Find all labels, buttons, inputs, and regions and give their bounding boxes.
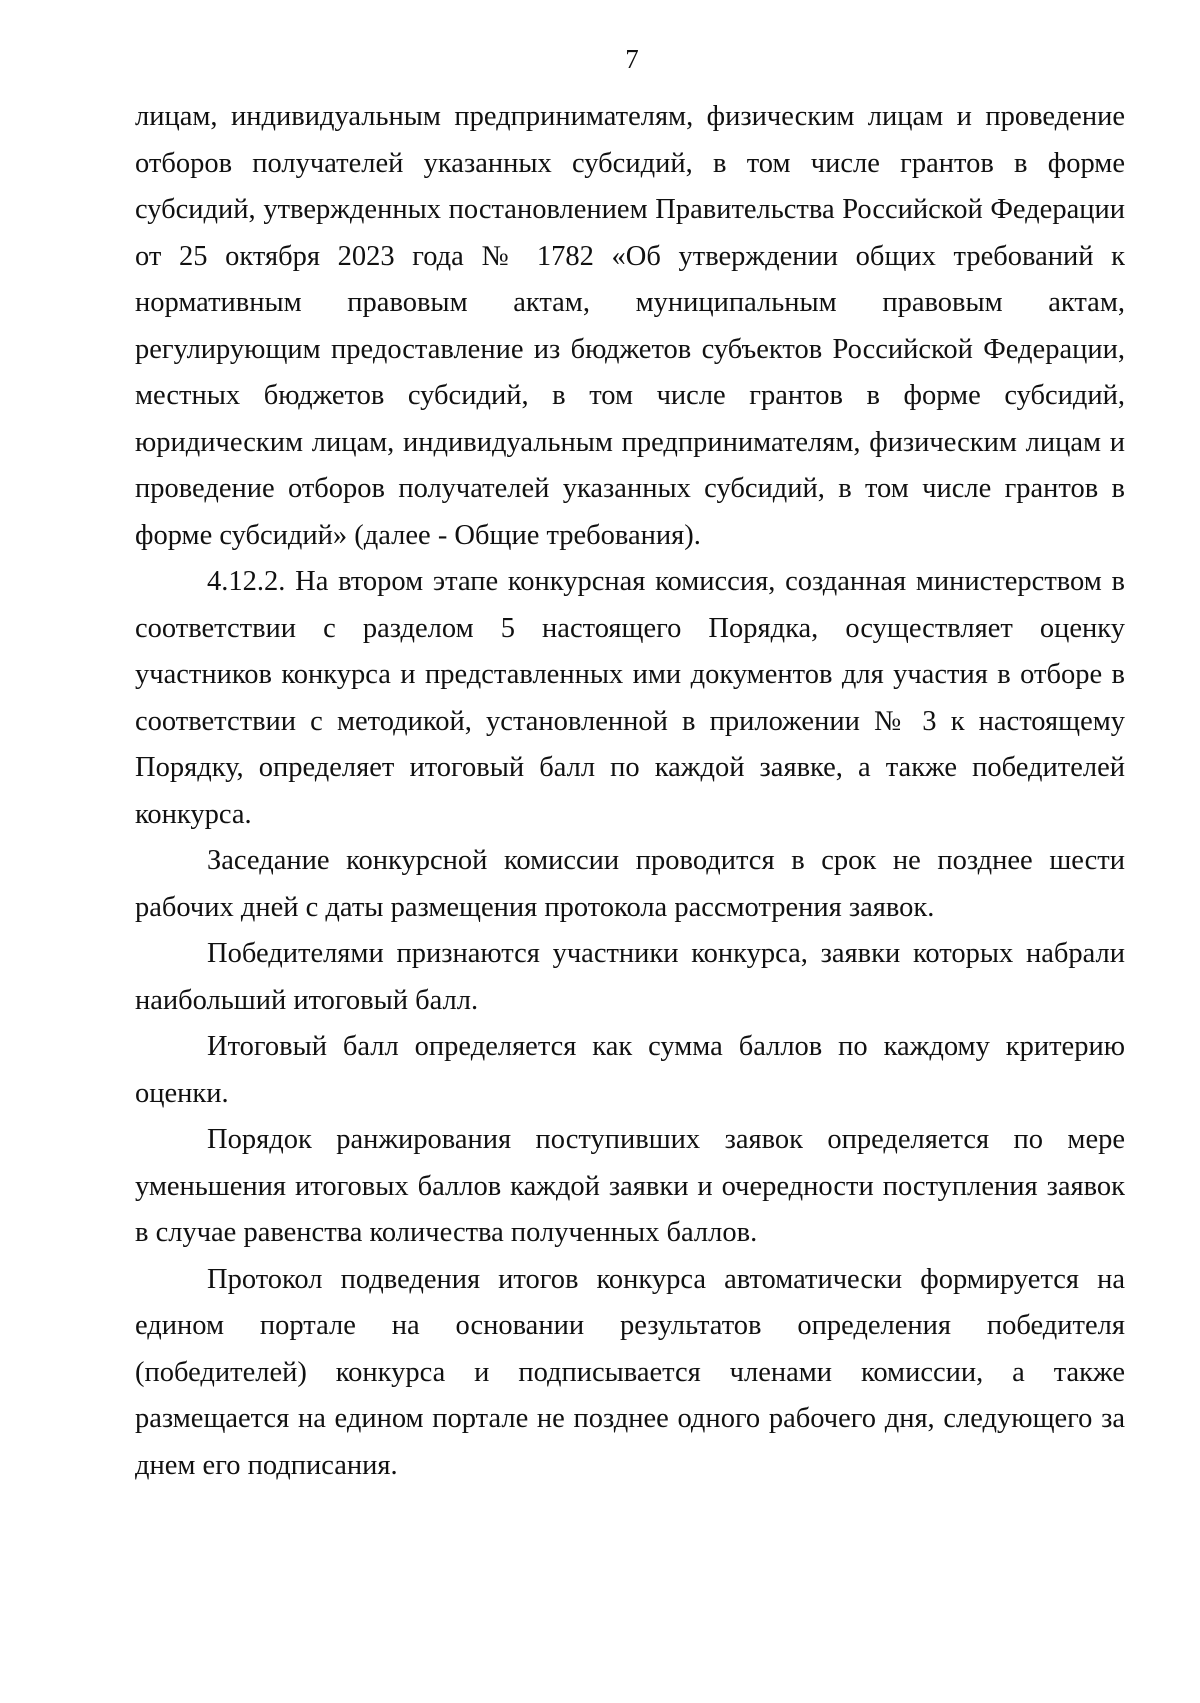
paragraph-4-12-2: 4.12.2. На втором этапе конкурсная комиссия, созданная министерством в соответствии с разделом 5 настоящего Порядка, осуществляет оценку участников конкурса и представленных ими документов для участия в отборе в соответствии с методикой, установленной в приложении № 3 к настоящему Порядку, определяет итоговый балл по каждой заявке, а также победителей конкурса. [135, 566, 1125, 830]
paragraph-protocol: Протокол подведения итогов конкурса автоматически формируется на едином портале на основании результатов определения победителя (победителей) конкурса и подписывается членами комиссии, а также размещается на едином портале не позднее одного рабочего дня, следующего за днем его подписания. [135, 1263, 1125, 1481]
paragraph-commission-meeting: Заседание конкурсной комиссии проводится в срок не позднее шести рабочих дней с даты размещения протокола рассмотрения заявок. [135, 845, 1125, 923]
paragraph-total-score: Итоговый балл определяется как сумма баллов по каждому критерию оценки. [135, 1031, 1125, 1109]
paragraph-winners: Победителями признаются участники конкурса, заявки которых набрали наибольший итоговый балл. [135, 938, 1125, 1016]
page-number: 7 [625, 44, 639, 74]
document-body [135, 94, 1125, 1489]
paragraph-ranking: Порядок ранжирования поступивших заявок определяется по мере уменьшения итоговых баллов каждой заявки и очередности поступления заявок в случае равенства количества полученных баллов. [135, 1124, 1125, 1248]
paragraph-continuation: лицам, индивидуальным предпринимателям, физическим лицам и проведение отборов получателей указанных субсидий, в том числе грантов в форме субсидий, утвержденных постановлением Правительства Российской Федерации от 25 октября 2023 года № 1782 «Об утверждении общих требований к нормативным правовым актам, муниципальным правовым актам, регулирующим предоставление из бюджетов субъектов Российской Федерации, местных бюджетов субсидий, в том числе грантов в форме субсидий, юридическим лицам, индивидуальным предпринимателям, физическим лицам и проведение отборов получателей указанных субсидий, в том числе грантов в форме субсидий» (далее - Общие требования). [135, 101, 1125, 551]
